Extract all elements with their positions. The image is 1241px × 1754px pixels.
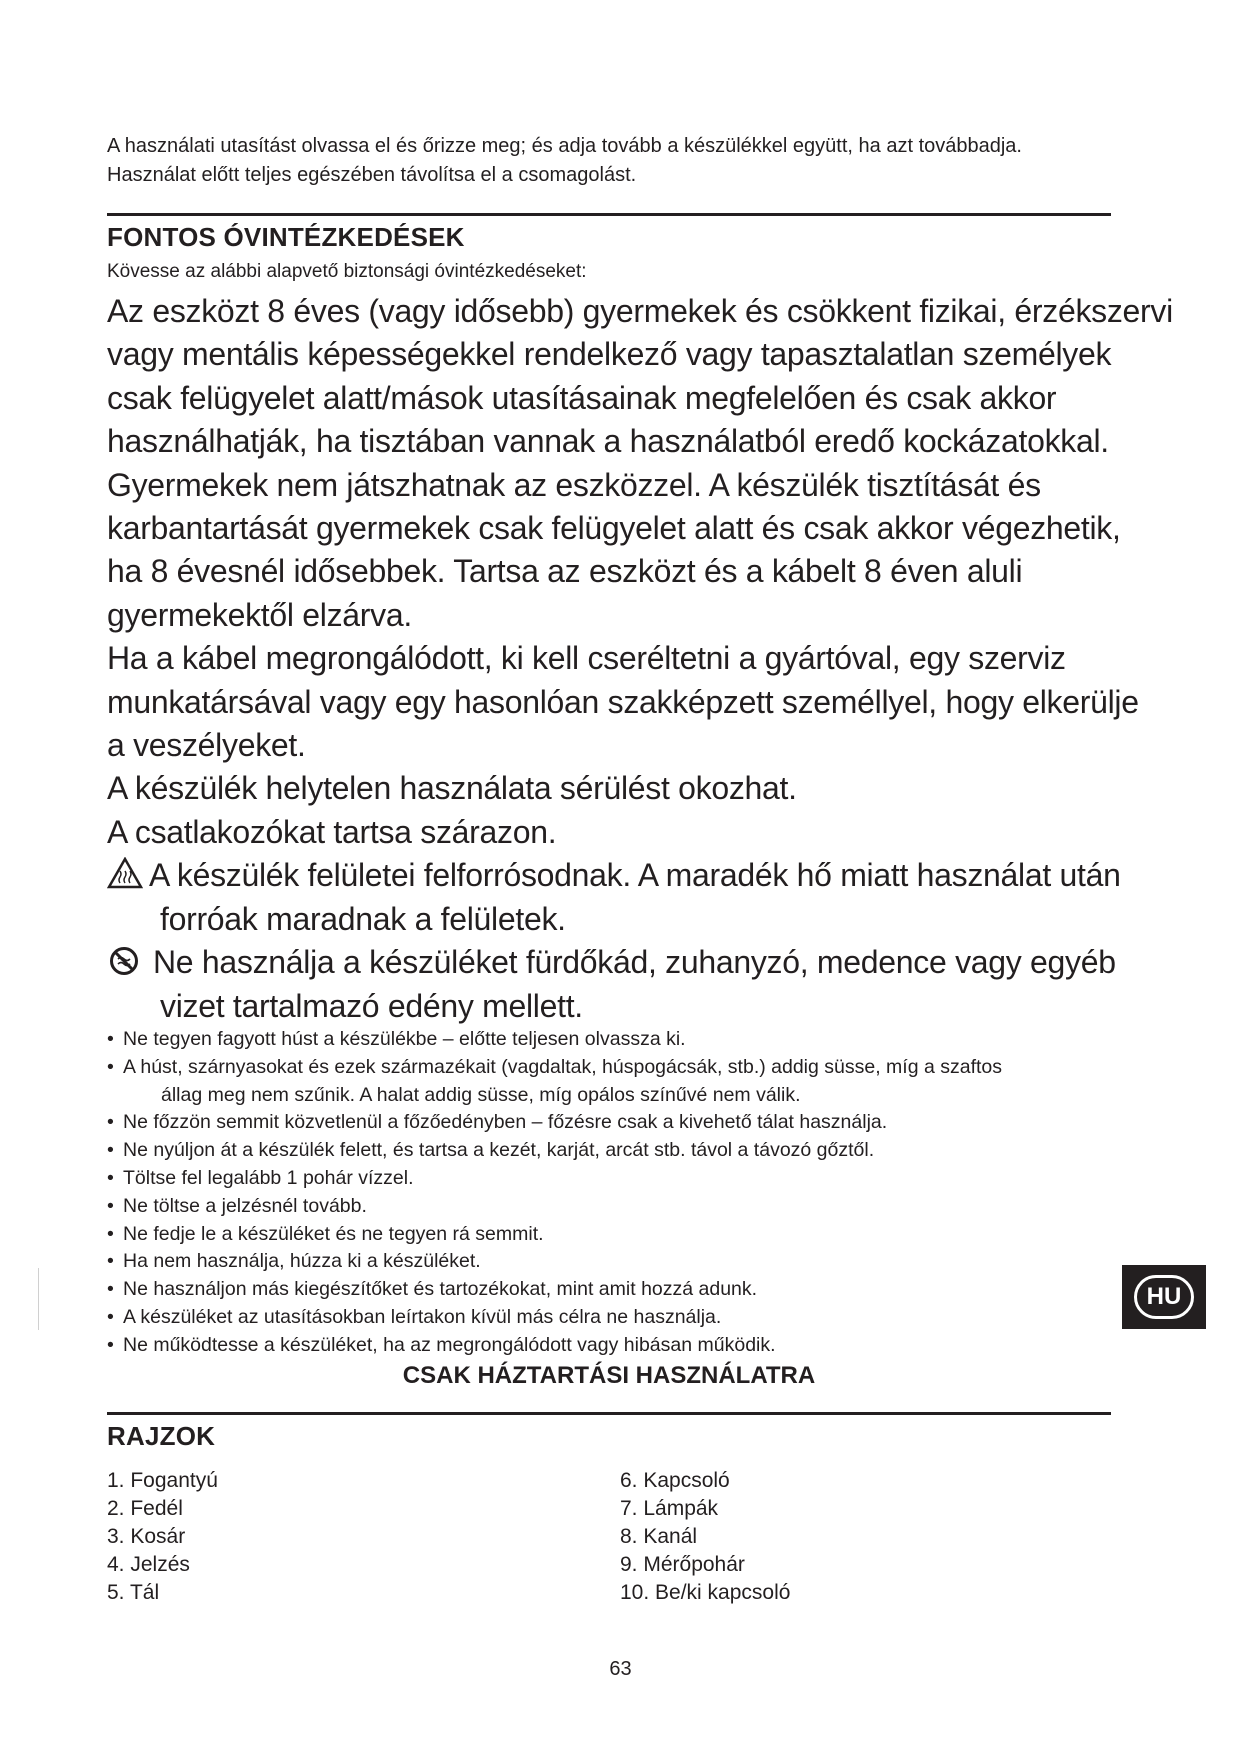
list-item: 3. Kosár [107, 1525, 186, 1548]
list-item: • Ne nyúljon át a készülék felett, és tartsa a kezét, karját, arcát stb. távol a távozó gőztől. [107, 1139, 875, 1162]
large-line: A csatlakozókat tartsa szárazon. [107, 813, 557, 850]
language-code: HU [1134, 1275, 1194, 1319]
drawings-heading: RAJZOK [107, 1421, 216, 1451]
large-line: használhatják, ha tisztában vannak a használatból eredő kockázatokkal. [107, 423, 1109, 460]
parts-list-right [620, 1467, 790, 1607]
large-line: munkatársával vagy egy hasonlóan szakképzett személlyel, hogy elkerülje [107, 683, 1139, 720]
list-item: 1. Fogantyú [107, 1469, 218, 1492]
precaution-bullets [107, 1026, 1117, 1360]
large-line: a veszélyeket. [107, 727, 306, 764]
list-item: 6. Kapcsoló [620, 1469, 730, 1492]
list-item: • A húst, szárnyasokat és ezek származékait (vagdaltak, húspogácsák, stb.) addig süsse, míg a szaftos állag meg nem szűnik. A halat addig süsse, míg opálos színűvé nem válik. [107, 1055, 1003, 1106]
precautions-heading: FONTOS ÓVINTÉZKEDÉSEK [107, 222, 465, 252]
list-item: 9. Mérőpohár [620, 1553, 745, 1576]
no-water-icon [109, 946, 139, 976]
large-line: A készülék helytelen használata sérülést okozhat. [107, 770, 797, 807]
large-line: ha 8 évesnél idősebbek. Tartsa az eszközt és a kábelt 8 éven aluli [107, 553, 1023, 590]
household-use-heading: CSAK HÁZTARTÁSI HASZNÁLATRA [402, 1362, 816, 1389]
list-item: 7. Lámpák [620, 1497, 719, 1520]
intro-line: A használati utasítást olvassa el és őrizze meg; és adja tovább a készülékkel együtt, ha azt továbbadja. [107, 135, 1022, 157]
hot-warning-line: A készülék felületei felforrósodnak. A maradék hő miatt használat után [149, 857, 1121, 894]
list-item: • Ne működtesse a készüléket, ha az megrongálódott vagy hibásan működik. [107, 1333, 776, 1356]
list-item: 8. Kanál [620, 1525, 698, 1548]
list-item: 10. Be/ki kapcsoló [620, 1581, 791, 1604]
large-line: Az eszközt 8 éves (vagy idősebb) gyermekek és csökkent fizikai, érzékszervi [107, 293, 1173, 329]
section-divider [107, 213, 1111, 216]
list-item: • Ne főzzön semmit közvetlenül a főzőedényben – főzésre csak a kivehető tálat használja. [107, 1111, 888, 1134]
water-warning [107, 941, 1117, 984]
list-item: 4. Jelzés [107, 1553, 190, 1576]
hot-warning-line: forróak maradnak a felületek. [160, 900, 566, 937]
large-line: karbantartását gyermekek csak felügyelet alatt és csak akkor végezhetik, [107, 510, 1121, 547]
list-item: • Ha nem használja, húzza ki a készüléket. [107, 1250, 481, 1273]
water-warning-line: vizet tartalmazó edény mellett. [160, 987, 583, 1024]
list-item: 2. Fedél [107, 1497, 183, 1520]
large-line: Gyermekek nem játszhatnak az eszközzel. A készülék tisztítását és [107, 466, 1041, 503]
list-item: 5. Tál [107, 1581, 160, 1604]
water-warning-line: Ne használja a készüléket fürdőkád, zuhanyzó, medence vagy egyéb [153, 944, 1116, 981]
intro-text [107, 132, 1117, 190]
hot-surface-warning-icon [107, 857, 143, 889]
list-item: • Ne töltse a jelzésnél tovább. [107, 1194, 367, 1217]
hot-surface-warning [107, 854, 1121, 897]
list-item: • Ne használjon más kiegészítőket és tartozékokat, mint amit hozzá adunk. [107, 1278, 758, 1301]
safety-large-text [107, 290, 1173, 1028]
page-number: 63 [609, 1658, 632, 1680]
list-item: • A készüléket az utasításokban leírtakon kívül más célra ne használja. [107, 1305, 722, 1328]
large-line: Ha a kábel megrongálódott, ki kell cseréltetni a gyártóval, egy szerviz [107, 640, 1066, 677]
precautions-subtitle: Kövesse az alábbi alapvető biztonsági óvintézkedéseket: [107, 261, 587, 282]
large-line: csak felügyelet alatt/mások utasításainak megfelelően és csak akkor [107, 379, 1057, 416]
parts-list-left [107, 1467, 218, 1607]
section-divider [107, 1412, 1111, 1415]
large-line: gyermekektől elzárva. [107, 596, 412, 633]
intro-line: Használat előtt teljes egészében távolítsa el a csomagolást. [107, 164, 637, 186]
list-item: • Ne tegyen fagyott húst a készülékbe – előtte teljesen olvassza ki. [107, 1028, 686, 1050]
margin-mark [38, 1268, 39, 1330]
large-line: vagy mentális képességekkel rendelkező vagy tapasztalatlan személyek [107, 336, 1112, 373]
list-item: • Töltse fel legalább 1 pohár vízzel. [107, 1166, 414, 1189]
list-item: • Ne fedje le a készüléket és ne tegyen rá semmit. [107, 1222, 544, 1245]
language-badge [1122, 1265, 1206, 1329]
